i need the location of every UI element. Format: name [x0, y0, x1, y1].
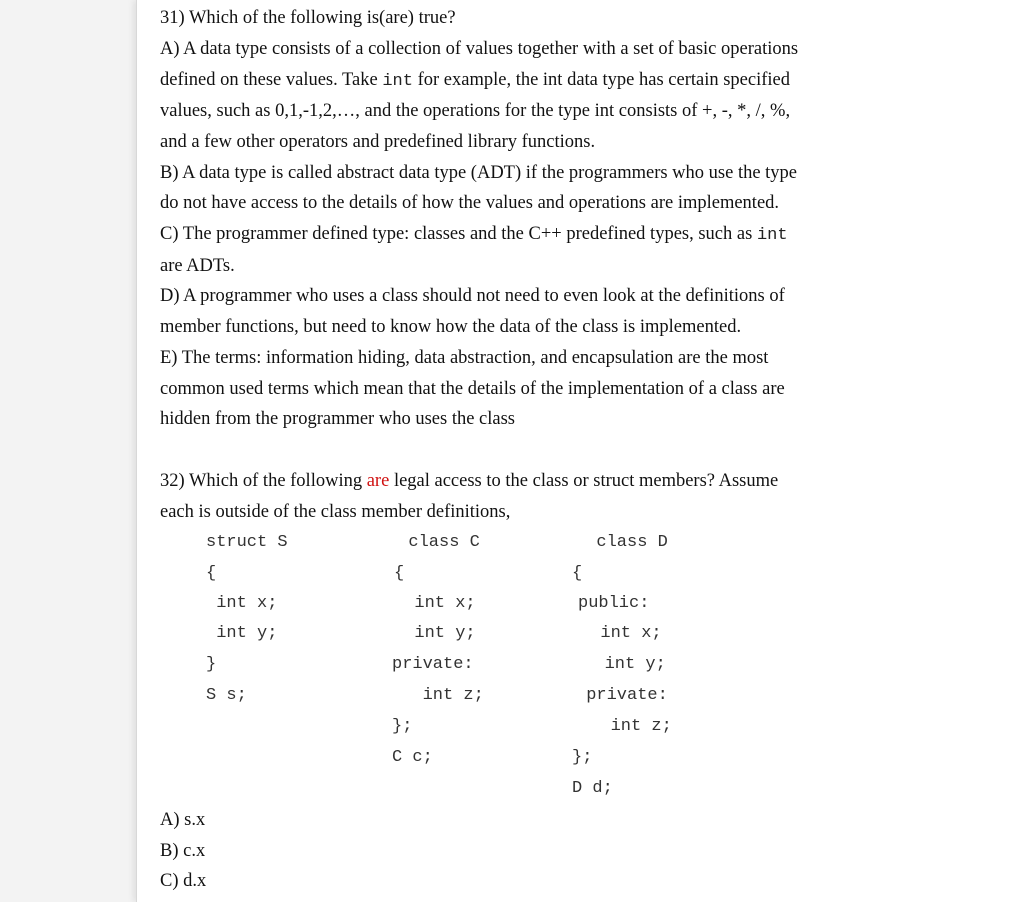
q32-option-a: A) s.x: [160, 810, 206, 830]
class-d-line-6: private:: [576, 686, 668, 705]
int-keyword: int: [756, 226, 788, 245]
class-d-line-4: int x;: [580, 624, 662, 643]
class-d-line-2: {: [572, 564, 583, 583]
q31-option-e-line2: common used terms which mean that the details of the implementation of a class are: [160, 379, 785, 399]
class-c-line-3: int x;: [394, 594, 476, 613]
q31-option-a-line2: defined on these values. Take int for example, the int data type has certain specified: [160, 70, 790, 91]
struct-s-line-4: int y;: [206, 624, 278, 643]
q31-option-b-line2: do not have access to the details of how the values and operations are implemented.: [160, 193, 780, 213]
class-d-line-3: public:: [578, 594, 650, 613]
class-c-line-4: int y;: [394, 624, 476, 643]
class-d-line-9: D d;: [572, 779, 613, 798]
q32-title: 32) Which of the following are legal access to the class or struct members? Assume: [160, 471, 779, 491]
q31-option-b-line1: B) A data type is called abstract data type (ADT) if the programmers who use the type: [160, 163, 798, 183]
class-c-line-8: C c;: [392, 748, 433, 767]
class-c-line-1: class C: [388, 533, 480, 552]
q31-option-e-line3: hidden from the programmer who uses the class: [160, 409, 516, 429]
struct-s-line-5: }: [206, 655, 217, 674]
q31-option-a-line4: and a few other operators and predefined library functions.: [160, 132, 596, 152]
struct-s-line-2: {: [206, 564, 217, 583]
class-d-line-1: class D: [576, 533, 668, 552]
class-d-line-5: int y;: [574, 655, 666, 674]
q31-option-c-line1: C) The programmer defined type: classes and the C++ predefined types, such as int: [160, 224, 788, 245]
emphasis-are: are: [366, 471, 390, 491]
q32-option-b: B) c.x: [160, 841, 206, 861]
int-keyword: int: [382, 72, 413, 91]
struct-s-line-3: int x;: [206, 594, 278, 613]
class-c-line-5: private:: [392, 655, 474, 674]
q32-line2: each is outside of the class member definitions,: [160, 502, 511, 522]
class-c-line-2: {: [394, 564, 405, 583]
struct-s-line-6: S s;: [206, 686, 247, 705]
q31-option-a-line1: A) A data type consists of a collection of values together with a set of basic operations: [160, 39, 799, 59]
class-c-line-7: };: [392, 717, 413, 736]
q31-option-d-line2: member functions, but need to know how the data of the class is implemented.: [160, 317, 742, 337]
q31-option-a-line3: values, such as 0,1,-1,2,…, and the operations for the type int consists of +, -, *, /, %,: [160, 101, 791, 121]
q31-title: 31) Which of the following is(are) true?: [160, 8, 456, 28]
q32-option-c: C) d.x: [160, 871, 207, 891]
struct-s-line-1: struct S: [206, 533, 288, 552]
class-d-line-7: int z;: [580, 717, 672, 736]
class-d-line-8: };: [572, 748, 593, 767]
q31-option-c-line2: are ADTs.: [160, 256, 235, 276]
q31-option-e-line1: E) The terms: information hiding, data abstraction, and encapsulation are the most: [160, 348, 769, 368]
q31-option-d-line1: D) A programmer who uses a class should not need to even look at the definitions of: [160, 286, 785, 306]
class-c-line-6: int z;: [392, 686, 484, 705]
